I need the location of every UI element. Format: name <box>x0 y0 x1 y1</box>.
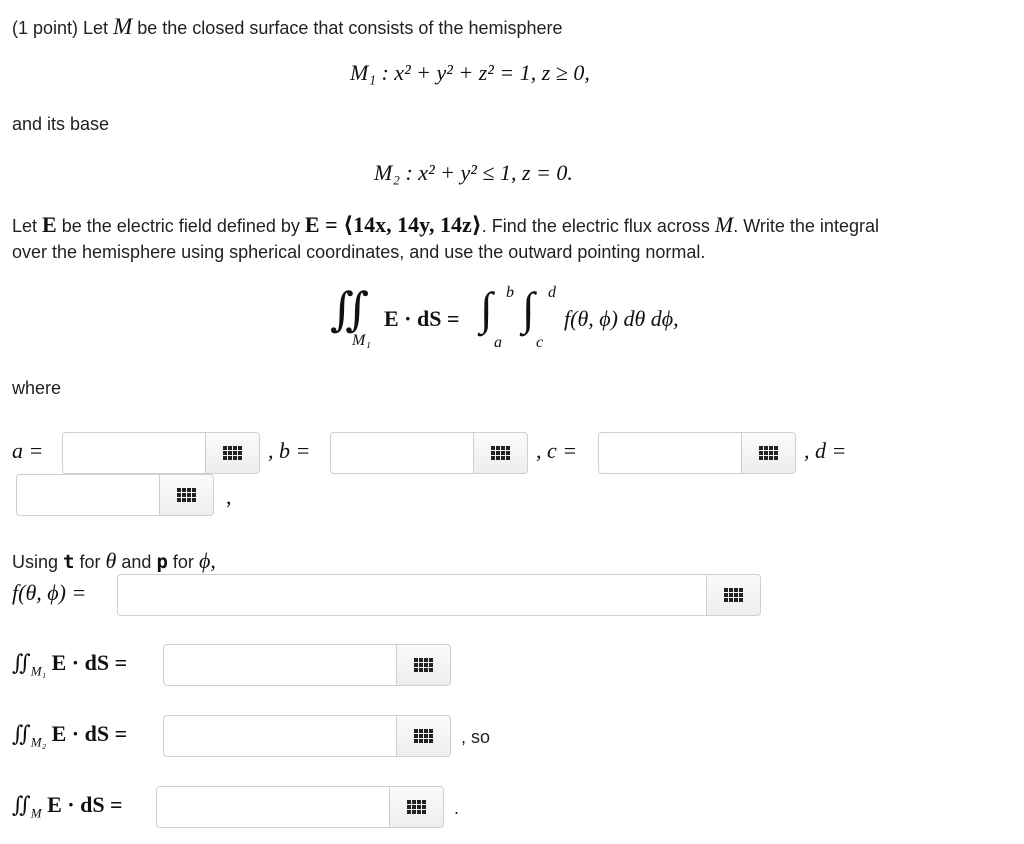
flux-m-rest: E · dS = <box>47 792 123 817</box>
answer-a-input[interactable] <box>62 432 206 474</box>
label-f: f(θ, ϕ) = <box>12 580 87 605</box>
grid-icon <box>414 729 433 743</box>
comma-after-d: , <box>226 484 232 509</box>
answer-flux-m1-input[interactable] <box>163 644 397 686</box>
sub-m1: M₁ <box>30 663 47 679</box>
grid-icon <box>491 446 510 460</box>
lower-limit-a: a <box>494 334 502 351</box>
and-its-base-text: and its base <box>12 114 110 134</box>
grid-icon <box>223 446 242 460</box>
for-word-2: for <box>172 552 194 572</box>
intro-text: (1 point) Let <box>12 18 109 38</box>
final-period: . <box>454 798 460 818</box>
answer-b-input[interactable] <box>330 432 474 474</box>
equation-editor-button-flux-m[interactable] <box>390 786 444 828</box>
symbol-p: p <box>156 551 168 573</box>
label-flux-m2 <box>12 721 127 750</box>
upper-limit-b: b <box>506 284 514 301</box>
double-integral-m: ∬ <box>12 792 31 817</box>
for-word-1: for <box>79 552 101 572</box>
answer-flux-m2-input[interactable] <box>163 715 397 757</box>
double-integral-sign: ∬ <box>330 284 370 335</box>
field-description-line2: over the hemisphere using spherical coordinates, and use the outward pointing normal. <box>12 242 706 262</box>
symbol-theta: θ <box>105 548 117 573</box>
label-flux-m1 <box>12 650 127 679</box>
equation-editor-button-a[interactable] <box>206 432 260 474</box>
equation-editor-button-flux-m2[interactable] <box>397 715 451 757</box>
sub-m: M <box>30 805 42 821</box>
grid-icon <box>177 488 196 502</box>
integrand: f(θ, ϕ) dθ dϕ, <box>564 306 679 331</box>
equation-base: M₂ : x² + y² ≤ 1, z = 0. <box>374 160 573 185</box>
equation-hemisphere: M₁ : x² + y² + z² = 1, z ≥ 0, <box>350 60 590 85</box>
upper-limit-d: d <box>548 284 556 301</box>
grid-icon <box>724 588 743 602</box>
using-word: Using <box>12 552 59 572</box>
field-let: Let <box>12 216 38 236</box>
where-text: where <box>12 378 62 398</box>
label-flux-m <box>12 792 123 821</box>
label-a: a = <box>12 438 44 463</box>
intro-rest: be the closed surface that consists of the hemisphere <box>137 18 563 38</box>
field-end: . Write the integral <box>733 216 879 236</box>
grid-icon <box>414 658 433 672</box>
equation-editor-button-b[interactable] <box>474 432 528 474</box>
using-instructions <box>12 548 216 574</box>
double-integral-m1: ∬ <box>12 650 31 675</box>
answer-f-input[interactable] <box>117 574 707 616</box>
symbol-M: M <box>113 14 133 39</box>
equation-editor-button-f[interactable] <box>707 574 761 616</box>
field-mid: be the electric field defined by <box>61 216 300 236</box>
flux-m1-rest: E · dS = <box>51 650 128 675</box>
answer-d-input[interactable] <box>16 474 160 516</box>
answer-c-input[interactable] <box>598 432 742 474</box>
integral-sign-inner: ∫ <box>522 283 535 334</box>
equation-editor-button-d[interactable] <box>160 474 214 516</box>
field-post: . Find the electric flux across <box>481 216 710 236</box>
equation-editor-button-c[interactable] <box>742 432 796 474</box>
symbol-M-2: M <box>714 212 734 237</box>
label-d: , d = <box>804 438 847 463</box>
field-definition: E = ⟨14x, 14y, 14z⟩ <box>304 212 482 237</box>
lower-limit-c: c <box>536 334 544 351</box>
sub-m2: M₂ <box>30 734 47 750</box>
field-description-line1 <box>12 212 879 238</box>
symbol-phi: ϕ, <box>198 548 216 573</box>
grid-icon <box>407 800 426 814</box>
integral-subscript: M₁ <box>352 332 371 349</box>
symbol-t: t <box>63 551 75 573</box>
symbol-E: E <box>42 212 57 237</box>
integral-sign-outer: ∫ <box>480 283 493 334</box>
integral-lhs: E · dS = <box>384 306 460 331</box>
equation-editor-button-flux-m1[interactable] <box>397 644 451 686</box>
label-c: , c = <box>536 438 578 463</box>
so-text: , so <box>461 727 491 747</box>
question-intro <box>12 14 563 40</box>
answer-flux-m-input[interactable] <box>156 786 390 828</box>
double-integral-m2: ∬ <box>12 721 31 746</box>
grid-icon <box>759 446 778 460</box>
label-b: , b = <box>268 438 311 463</box>
flux-m2-rest: E · dS = <box>51 721 128 746</box>
and-word: and <box>121 552 152 572</box>
